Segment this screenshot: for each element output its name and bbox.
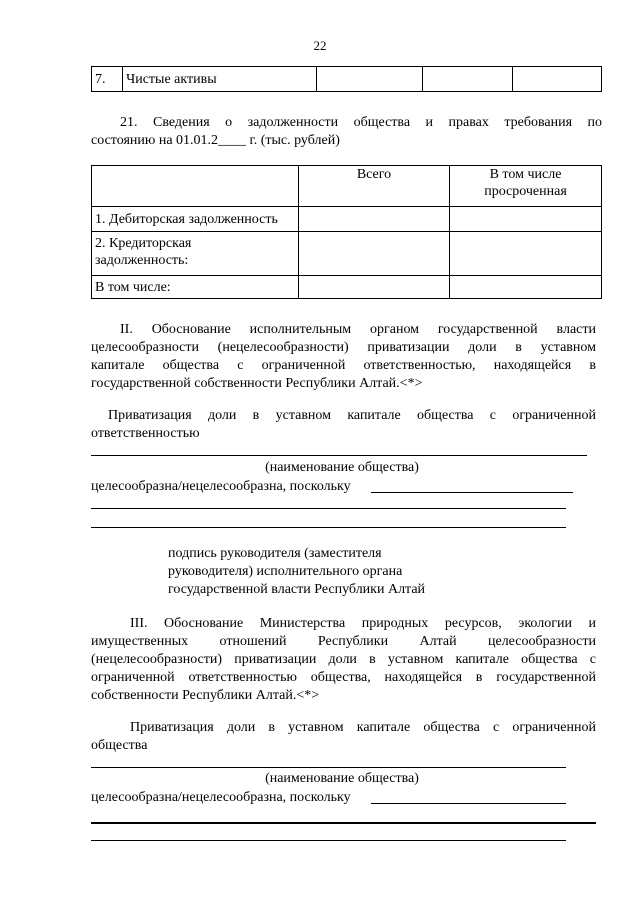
section-2-heading: II. Обоснование исполнительным органом государственной власти целесообразности (нецелесообразности) приватизации доли в уставном капитале общества с ограниченной ответственностью, находящейся в государственной собственности Республики Алтай.<*>	[91, 322, 596, 391]
table-cell	[316, 67, 422, 92]
fill-line	[91, 767, 566, 768]
fill-line	[91, 527, 566, 528]
table-cell	[92, 166, 299, 207]
fill-line	[91, 822, 596, 824]
section-3-privatization: Приватизация доли в уставном капитале общества с ограниченной общества	[91, 720, 596, 753]
table-cell	[423, 67, 512, 92]
section-2-privatization: Приватизация доли в уставном капитале общества с ограниченной ответственностью	[91, 408, 596, 441]
row-label: Чистые активы	[123, 67, 317, 92]
name-caption: (наименование общества)	[265, 771, 419, 786]
row-number: 7.	[92, 67, 123, 92]
fill-line	[91, 508, 566, 509]
fill-line	[91, 455, 587, 456]
fill-line	[371, 492, 573, 493]
table-row	[92, 232, 602, 276]
row-label: 2. Кредиторская задолженность:	[92, 232, 299, 276]
expedient-label: целесообразна/нецелесообразна, поскольку	[91, 790, 351, 805]
table-row	[92, 67, 602, 92]
column-header-overdue: В том числе просроченная	[450, 166, 602, 207]
table-cell	[450, 207, 602, 232]
section-3-heading: III. Обоснование Министерства природных ресурсов, экологии и имущественных отношений Республики Алтай целесообразности (нецелесообразности) приватизации доли в уставном капитале общества с ограниченной ответственностью общества, находящейся в государственной собственности Республики Алтай.<*>	[91, 616, 596, 703]
debt-table	[91, 165, 602, 299]
section-21-heading: 21. Сведения о задолженности общества и правах требования по состоянию на 01.01.2____ г. (тыс. рублей)	[91, 115, 602, 148]
expedient-label: целесообразна/нецелесообразна, поскольку	[91, 479, 351, 494]
name-caption: (наименование общества)	[265, 460, 419, 475]
table-cell	[299, 232, 450, 276]
assets-table	[91, 66, 602, 92]
row-label: В том числе:	[92, 276, 299, 299]
page-number: 22	[313, 38, 327, 53]
table-header-row	[92, 166, 602, 207]
table-cell	[299, 207, 450, 232]
table-cell	[450, 276, 602, 299]
signature-block: подпись руководителя (заместителя руководителя) исполнительного органа государственной власти Республики Алтай	[168, 546, 426, 597]
table-cell	[450, 232, 602, 276]
row-label: 1. Дебиторская задолженность	[92, 207, 299, 232]
table-row	[92, 276, 602, 299]
column-header-total: Всего	[299, 166, 450, 207]
table-cell	[299, 276, 450, 299]
fill-line	[91, 840, 566, 841]
fill-line	[371, 803, 566, 804]
table-row	[92, 207, 602, 232]
table-cell	[512, 67, 601, 92]
